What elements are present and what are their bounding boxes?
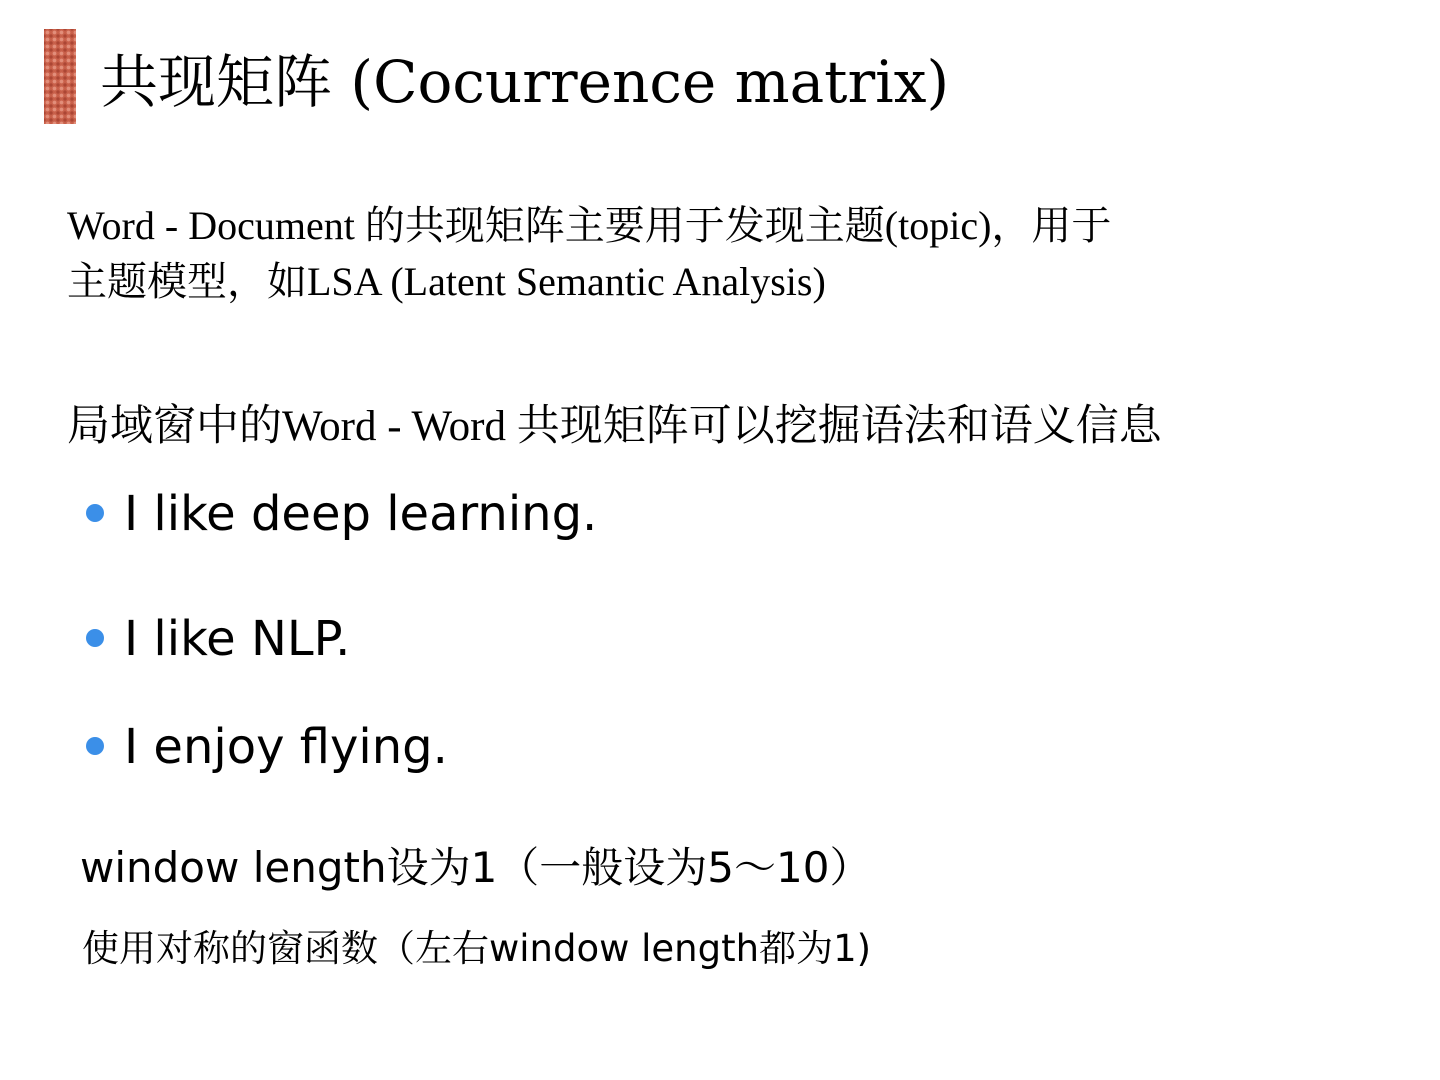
slide-title: 共现矩阵 (Cocurrence matrix) [100,48,950,116]
window-length-note: window length设为1（一般设为5～10） [80,843,872,892]
paragraph-word-word-matrix: 局域窗中的Word - Word 共现矩阵可以挖掘语法和语义信息 [67,403,1162,450]
list-item [86,712,1186,782]
bullet-dot-icon [86,629,104,647]
bullet-dot-icon [86,737,104,755]
example-sentence: I like deep learning. [124,486,598,542]
paragraph-document-matrix-line-1: Word - Document 的共现矩阵主要用于发现主题(topic)，用于 [67,203,1112,248]
paragraph-document-matrix-line-2: 主题模型，如LSA (Latent Semantic Analysis) [67,259,826,304]
bullet-dot-icon [86,504,104,522]
title-accent-bar [44,29,76,124]
list-item [86,479,1186,549]
list-item [86,604,1186,674]
example-sentence: I enjoy flying. [124,719,448,775]
example-sentence: I like NLP. [124,611,351,667]
symmetric-window-note: 使用对称的窗函数（左右window length都为1) [82,927,872,970]
